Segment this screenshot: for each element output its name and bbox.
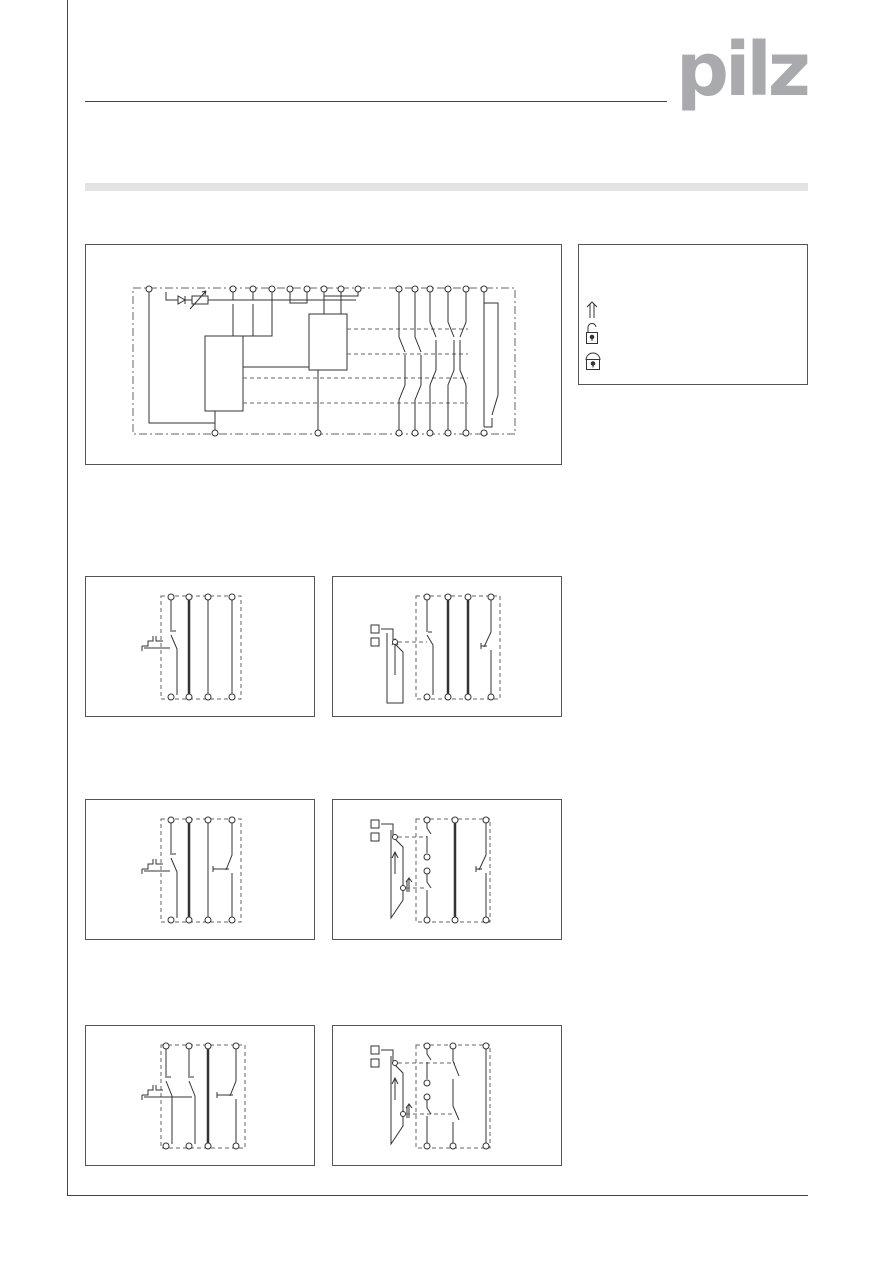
contact-diagram-c-left xyxy=(85,1025,315,1166)
padlock-open-icon xyxy=(584,323,600,345)
block-diagram xyxy=(86,245,563,466)
contact-b-left xyxy=(86,800,316,941)
contact-diagram-a-right xyxy=(332,576,562,717)
contact-diagram-c-right xyxy=(332,1025,562,1166)
contact-diagram-b-right xyxy=(332,799,562,940)
padlock-closed-icon xyxy=(584,349,602,371)
left-margin-rule xyxy=(67,0,68,1195)
pilz-logo xyxy=(676,27,816,120)
legend-box xyxy=(578,244,808,385)
double-arrow-up-icon xyxy=(585,301,599,319)
top-terminals xyxy=(146,286,487,292)
bottom-terminals xyxy=(212,430,487,436)
contact-a-right xyxy=(333,577,563,718)
section-band xyxy=(85,183,808,191)
footer-rule xyxy=(67,1195,808,1196)
contact-c-left xyxy=(86,1026,316,1167)
block-diagram-frame xyxy=(85,244,562,465)
relay-contacts xyxy=(399,292,498,430)
logo-text: pilz xyxy=(676,27,807,113)
contact-diagram-b-left xyxy=(85,799,315,940)
contact-diagram-a-left xyxy=(85,576,315,717)
contact-b-right xyxy=(333,800,563,941)
contact-a-left xyxy=(86,577,316,718)
contact-c-right xyxy=(333,1026,563,1167)
header-rule xyxy=(85,101,667,102)
